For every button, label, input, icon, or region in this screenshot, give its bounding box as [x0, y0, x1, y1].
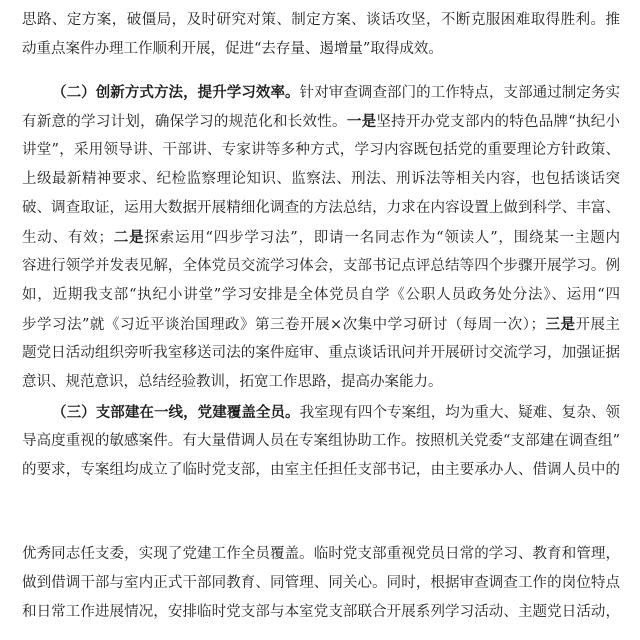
text-line: 破、调查取证，运用大数据开展精细化调查的方法总结，力求在内容设置上做到科学、丰富、: [22, 200, 620, 216]
section-3-heading: （三）支部建在一线，党建覆盖全员。: [52, 404, 300, 421]
text-line: 和日常工作进展情况，安排临时党支部与本室党支部联合开展系列学习活动、主题党日活动，: [22, 604, 620, 620]
section-2-heading: （二）创新方式方法，提升学习效率。: [52, 84, 300, 101]
text-line: 步学习法”就《习近平谈治国理政》第三卷开展×次集中学习研讨（每周一次）；三是开展主: [22, 316, 620, 333]
text-line: 容进行领学并发表见解，全体党员交流学习体会，支部书记点评总结等四个步骤开展学习。例: [22, 258, 620, 274]
text-line: 意识、规范意识，总结经验教训，拓宽工作思路，提高办案能力。: [22, 374, 443, 390]
text-line: 题党日活动组织旁听我室移送司法的案件庭审、重点谈话讯问并开展研讨交流学习，加强证据: [22, 345, 620, 361]
text-line: 如，近期我支部“执纪小讲堂”学习安排是全体党员自学《公职人员政务处分法》、运用“四: [22, 287, 620, 303]
text-line: 生动、有效；二是探索运用“四步学习法”，即请一名同志作为“领读人”，围绕某一主题内: [22, 229, 620, 246]
section-3-paragraph: [22, 398, 620, 485]
text-line: 导高度重视的敏感案件。有大量借调人员在专案组协助工作。按照机关党委“支部建在调查组”: [22, 433, 620, 449]
text-line: （三）支部建在一线，党建覆盖全员。我室现有四个专案组，均为重大、疑难、复杂、领: [52, 404, 620, 421]
paragraph-bottom: [22, 540, 620, 627]
text-line: 有新意的学习计划，确保学习的规范化和长效性。一是坚持开办党支部内的特色品牌“执纪小: [22, 113, 620, 130]
section-2-paragraph: [22, 78, 620, 397]
text-line: 讲堂”，采用领导讲、干部讲、专家讲等多种方式，学习内容既包括党的重要理论方针政策、: [22, 142, 620, 158]
text-line: 思路、定方案，破僵局，及时研究对策、制定方案、谈话攻坚，不断克服困难取得胜利。推: [22, 12, 620, 28]
text-line: 优秀同志任支委，实现了党建工作全员覆盖。临时党支部重视党员日常的学习、教育和管理，: [22, 546, 620, 562]
text-line: （二）创新方式方法，提升学习效率。针对审查调查部门的工作特点，支部通过制定务实: [52, 84, 620, 101]
text-line: 的要求，专案组均成立了临时党支部，由室主任担任支部书记，由主要承办人、借调人员中的: [22, 462, 620, 478]
paragraph-top: [22, 6, 620, 64]
text-line: 动重点案件办理工作顺利开展，促进“去存量、遏增量”取得成效。: [22, 41, 443, 57]
text-line: 上级最新精神要求、纪检监察理论知识、监察法、刑法、刑诉法等相关内容，也包括谈话突: [22, 171, 620, 187]
text-line: 做到借调干部与室内正式干部同教育、同管理、同关心。同时，根据审查调查工作的岗位特点: [22, 575, 620, 591]
